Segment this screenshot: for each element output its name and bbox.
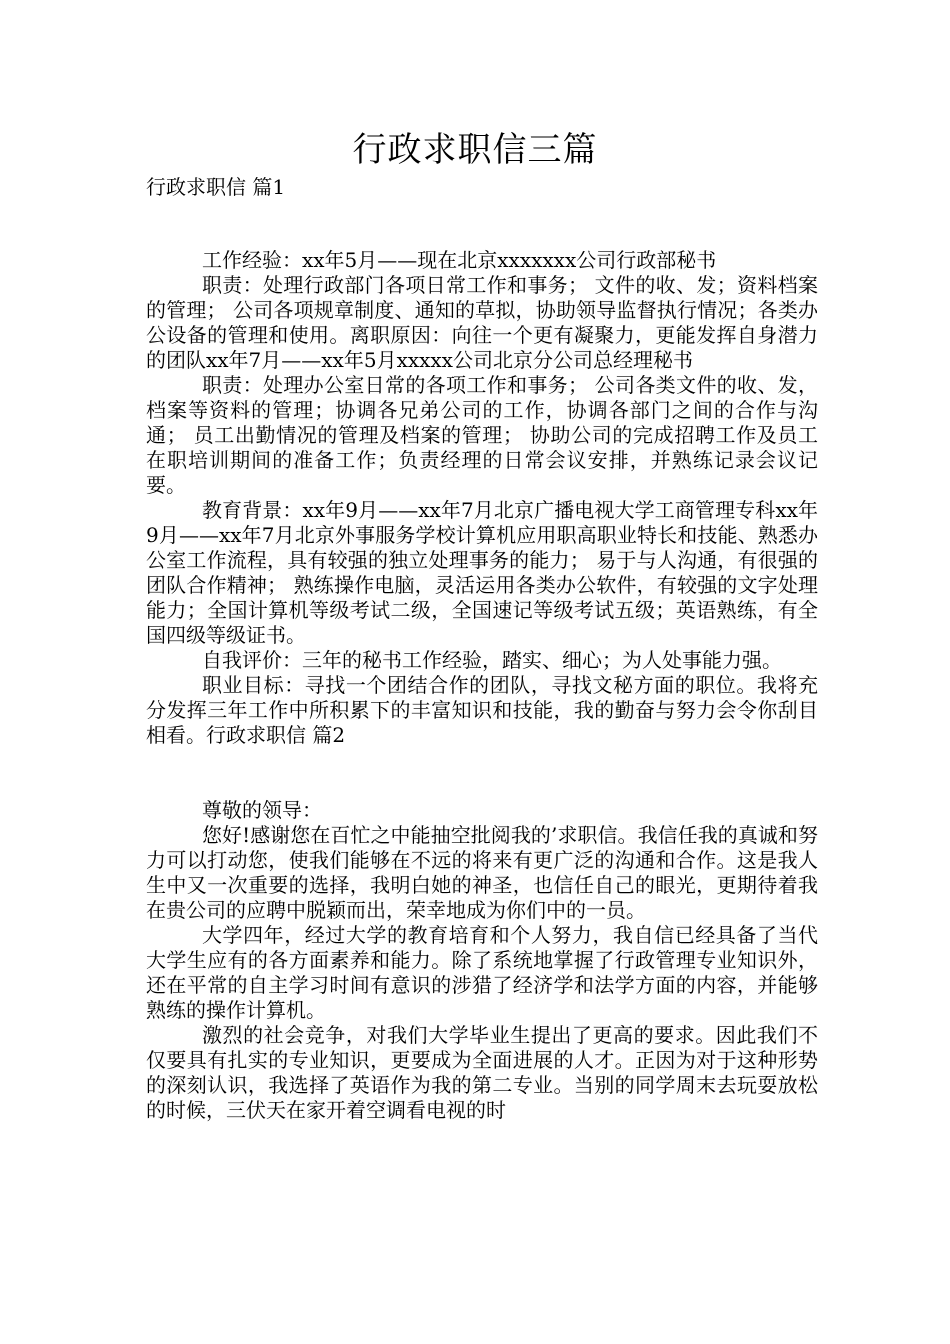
document-title: 行政求职信三篇 bbox=[352, 130, 598, 170]
paragraph-self-evaluation: 自我评价：三年的秘书工作经验，踏实、细心；为人处事能力强。 bbox=[202, 648, 782, 672]
paragraph-university: 大学四年，经过大学的教育培育和个人努力，我自信已经具备了当代大学生应有的各方面素养和能力。除了系统地掌握了行政管理专业知识外，还在平常的自主学习时间有意识的涉猎了经济学和法学方面的内容，并能够熟练的操作计算机。 bbox=[146, 923, 818, 1022]
paragraph-duties-1: 职责：处理行政部门各项日常工作和事务； 文件的收、发；资料档案的管理； 公司各项规章制度、通知的草拟，协助领导监督执行情况；各类办公设备的管理和使用。离职原因：向往一个更有凝聚力，更能发挥自身潜力的团队xx年7月——xx年5月xxxxx公司北京分公司总经理秘书 bbox=[146, 273, 818, 372]
section-heading: 行政求职信 篇1 bbox=[146, 175, 286, 199]
paragraph-duties-2: 职责：处理办公室日常的各项工作和事务； 公司各类文件的收、发，档案等资料的管理；协调各兄弟公司的工作，协调各部门之间的合作与沟通； 员工出勤情况的管理及档案的管理； 协助公司的完成招聘工作及员工在职培训期间的准备工作；负责经理的日常会议安排，并熟练记录会议记要。 bbox=[146, 373, 818, 497]
paragraph-work-experience: 工作经验：xx年5月——现在北京xxxxxxx公司行政部秘书 bbox=[202, 248, 717, 272]
section-spacer bbox=[146, 748, 818, 798]
paragraph-competition: 激烈的社会竞争，对我们大学毕业生提出了更高的要求。因此我们不仅要具有扎实的专业知识，更要成为全面进展的人才。正因为对于这种形势的深刻认识，我选择了英语作为我的第二专业。当别的同学周末去玩耍放松的时候，三伏天在家开着空调看电视的时 bbox=[146, 1023, 818, 1122]
paragraph-career-goal: 职业目标：寻找一个团结合作的团队，寻找文秘方面的职位。我将充分发挥三年工作中所积累下的丰富知识和技能，我的勤奋与努力会令你刮目相看。行政求职信 篇2 bbox=[146, 673, 818, 747]
paragraph-greeting: 您好!感谢您在百忙之中能抽空批阅我的’求职信。我信任我的真诚和努力可以打动您，使我们能够在不远的将来有更广泛的沟通和合作。这是我人生中又一次重要的选择，我明白她的神圣，也信任自己的眼光，更期待着我在贵公司的应聘中脱颖而出，荣幸地成为你们中的一员。 bbox=[146, 823, 818, 922]
document-body bbox=[146, 248, 818, 1123]
paragraph-education: 教育背景：xx年9月——xx年7月北京广播电视大学工商管理专科xx年9月——xx年7月北京外事服务学校计算机应用职高职业特长和技能、熟悉办公室工作流程，具有较强的独立处理事务的能力； 易于与人沟通，有很强的团队合作精神； 熟练操作电脑，灵活运用各类办公软件，有较强的文字处理能力；全国计算机等级考试二级，全国速记等级考试五级；英语熟练，有全国四级等级证书。 bbox=[146, 498, 818, 647]
paragraph-salutation: 尊敬的领导： bbox=[202, 798, 322, 822]
